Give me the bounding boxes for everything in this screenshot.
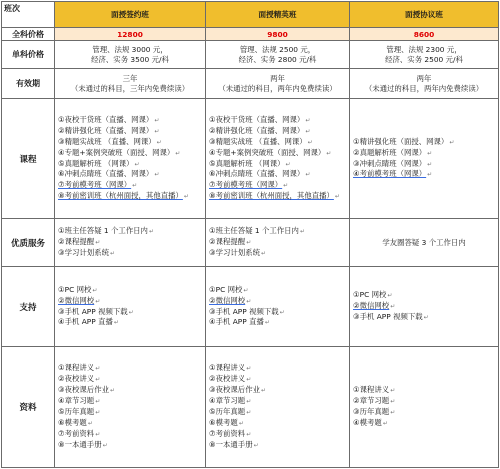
list-item [209, 126, 347, 137]
corner-label: 班次 [2, 2, 55, 28]
list-item [58, 248, 203, 259]
list-item-text: ③精题实战班 （直播、网课） [209, 136, 307, 146]
single-price-elite-line1: 管理、法规 2500 元， [239, 44, 316, 54]
list-item [353, 407, 496, 418]
list-item [209, 307, 347, 318]
single-price-row [2, 41, 499, 69]
list-item [209, 418, 347, 429]
list-item [209, 248, 347, 259]
list-item-text: ②精讲强化班（直播、网课） [58, 125, 154, 135]
single-price-label: 单科价格 [2, 41, 55, 69]
full-price-row [2, 28, 499, 41]
return-arrow-icon: ↵ [246, 430, 252, 438]
materials-label: 资料 [2, 347, 55, 468]
list-item [209, 180, 347, 191]
single-price-signed-line1: 管理、法规 3000 元， [92, 44, 168, 54]
return-arrow-icon: ↵ [87, 419, 93, 427]
single-price-signed-line2: 经济、实务 3500 元/科 [91, 54, 169, 64]
list-item [58, 126, 203, 137]
list-item-text: ①课程讲义 [353, 385, 390, 395]
list-item-text: ②章节习题 [353, 396, 390, 406]
list-item [353, 169, 496, 180]
return-arrow-icon: ↵ [156, 138, 162, 146]
list-item [209, 317, 347, 328]
list-item [58, 429, 203, 440]
return-arrow-icon: ↵ [246, 297, 252, 305]
list-item-text: ②课程提醒 [58, 237, 95, 247]
service-row [2, 219, 499, 267]
single-price-agreement-line2: 经济、实务 2500 元/科 [385, 54, 463, 64]
list-item [353, 418, 496, 429]
list-item [209, 137, 347, 148]
validity-agreement [350, 69, 499, 99]
list-item-text: ④手机 APP 直播 [209, 317, 264, 327]
validity-agreement-term: 两年 [416, 73, 432, 83]
return-arrow-icon: ↵ [305, 116, 311, 124]
single-price-agreement-line1: 管理、法规 2300 元， [386, 44, 462, 54]
list-item [353, 385, 496, 396]
list-item-text: ①精讲强化班（面授、网课） [353, 136, 449, 146]
list-item-text: ②微信网校 [209, 295, 246, 305]
list-item [209, 296, 347, 307]
list-item-text: ①PC 网校 [209, 284, 243, 294]
support-row [2, 267, 499, 347]
full-price-signed: 12800 [55, 28, 206, 41]
list-item-text: ⑤真题解析班 （网课） [209, 158, 285, 168]
validity-agreement-note: （未通过的科目，两年内免费续读） [364, 83, 484, 93]
list-item-text: ③精题实战班 （直播、网课） [58, 136, 156, 146]
full-price-label: 全科价格 [2, 28, 55, 41]
list-item-text: ④章节习题 [209, 396, 246, 406]
support-label: 支持 [2, 267, 55, 347]
list-item-text: ⑥模考题 [58, 417, 87, 427]
list-item-text: ④手机 APP 直播 [58, 317, 113, 327]
validity-signed-term: 三年 [122, 73, 138, 83]
return-arrow-icon: ↵ [427, 149, 433, 157]
return-arrow-icon: ↵ [95, 365, 101, 373]
list-item [58, 115, 203, 126]
return-arrow-icon: ↵ [264, 319, 270, 327]
return-arrow-icon: ↵ [132, 182, 138, 190]
return-arrow-icon: ↵ [390, 398, 396, 406]
return-arrow-icon: ↵ [326, 149, 332, 157]
return-arrow-icon: ↵ [427, 171, 433, 179]
list-item [353, 159, 496, 170]
courses-label: 课程 [2, 99, 55, 219]
single-price-elite-line2: 经济、实务 2800 元/科 [238, 54, 317, 64]
list-item-text: ⑦考前模考班（网课） [209, 180, 283, 190]
return-arrow-icon: ↵ [243, 286, 249, 294]
return-arrow-icon: ↵ [95, 239, 101, 247]
return-arrow-icon: ↵ [95, 430, 101, 438]
return-arrow-icon: ↵ [260, 387, 267, 395]
return-arrow-icon: ↵ [260, 249, 267, 257]
list-item [209, 440, 347, 451]
list-item [209, 407, 347, 418]
list-item [209, 159, 347, 170]
list-item [209, 237, 347, 248]
return-arrow-icon: ↵ [253, 441, 259, 449]
materials-elite [206, 347, 350, 468]
list-item [58, 159, 203, 170]
list-item-text: ④考前模考班（网课） [353, 169, 427, 179]
return-arrow-icon: ↵ [285, 160, 291, 168]
list-item-text: ①班主任答疑 1 个工作日内 [209, 226, 299, 236]
service-agreement: 学友圈答疑 3 个工作日内 [350, 219, 499, 267]
list-item [58, 317, 203, 328]
return-arrow-icon: ↵ [95, 398, 101, 406]
return-arrow-icon: ↵ [175, 149, 181, 157]
list-item [58, 374, 203, 385]
list-item-text: ②课程提醒 [209, 237, 246, 247]
list-item-text: ⑦考前模考班（网课） [58, 180, 132, 190]
return-arrow-icon: ↵ [246, 398, 252, 406]
column-header-agreement: 面授协议班 [350, 2, 499, 28]
list-item-text: ③手机 APP 视频下载 [58, 306, 128, 316]
list-item [209, 226, 347, 237]
return-arrow-icon: ↵ [449, 138, 455, 146]
list-item [209, 396, 347, 407]
return-arrow-icon: ↵ [128, 308, 134, 316]
return-arrow-icon: ↵ [92, 286, 98, 294]
validity-signed-note: （未通过的科目，三年内免费续读） [70, 83, 190, 93]
list-item-text: ⑦考前资料 [58, 428, 95, 438]
list-item-text: ②精讲强化班（直播、网课） [209, 125, 305, 135]
return-arrow-icon: ↵ [307, 138, 313, 146]
full-price-elite: 9800 [206, 28, 350, 41]
courses-elite [206, 99, 350, 219]
return-arrow-icon: ↵ [334, 193, 340, 201]
list-item [209, 374, 347, 385]
return-arrow-icon: ↵ [154, 116, 160, 124]
list-item-text: ②微信网校 [58, 295, 95, 305]
list-item-text: ③历年真题 [353, 407, 390, 416]
list-item-text: ③学习计划系统 [209, 247, 260, 257]
return-arrow-icon: ↵ [390, 409, 396, 416]
list-item-text: ⑥冲刺点睛班（直播、网课） [209, 169, 305, 179]
list-item-text: ⑥冲刺点睛班（直播、网课） [58, 169, 154, 179]
list-item [58, 169, 203, 180]
validity-label: 有效期 [2, 69, 55, 99]
list-item-text: ③夜校课后作业 [58, 385, 109, 395]
list-item-text: ③夜校课后作业 [209, 385, 260, 395]
return-arrow-icon: ↵ [238, 419, 244, 427]
list-item-text: ④模考题 [353, 417, 382, 427]
return-arrow-icon: ↵ [423, 313, 429, 321]
header-row [2, 2, 499, 28]
return-arrow-icon: ↵ [134, 160, 140, 168]
list-item-text: ③学习计划系统 [58, 247, 109, 257]
materials-agreement [350, 347, 499, 468]
materials-row [2, 347, 499, 468]
return-arrow-icon: ↵ [305, 171, 311, 179]
return-arrow-icon: ↵ [427, 160, 433, 168]
return-arrow-icon: ↵ [113, 319, 119, 327]
list-item [58, 385, 203, 396]
return-arrow-icon: ↵ [102, 441, 108, 449]
return-arrow-icon: ↵ [305, 127, 311, 135]
list-item-text: ③手机 APP 视频下载 [353, 311, 423, 321]
return-arrow-icon: ↵ [109, 249, 116, 257]
list-item [209, 285, 347, 296]
list-item [209, 363, 347, 374]
list-item-text: ⑧考前密训班（杭州面授，其他直播） [58, 191, 183, 201]
list-item [58, 180, 203, 191]
return-arrow-icon: ↵ [154, 127, 160, 135]
list-item [58, 440, 203, 451]
return-arrow-icon: ↵ [387, 292, 393, 300]
list-item [58, 148, 203, 159]
list-item [353, 148, 496, 159]
list-item-text: ⑤历年真题 [209, 407, 246, 416]
list-item [209, 148, 347, 159]
return-arrow-icon: ↵ [148, 228, 154, 236]
list-item [209, 385, 347, 396]
list-item [58, 363, 203, 374]
list-item [58, 237, 203, 248]
list-item-text: ⑤历年真题 [58, 407, 95, 416]
list-item-text: ②夜校讲义 [209, 374, 246, 384]
return-arrow-icon: ↵ [95, 376, 101, 384]
validity-elite-note: （未通过的科目，两年内免费续读） [218, 83, 337, 93]
return-arrow-icon: ↵ [299, 228, 305, 236]
full-price-agreement: 8600 [350, 28, 499, 41]
return-arrow-icon: ↵ [183, 193, 189, 201]
return-arrow-icon: ↵ [246, 409, 252, 416]
return-arrow-icon: ↵ [95, 409, 101, 416]
list-item-text: ⑥模考题 [209, 417, 238, 427]
courses-row [2, 99, 499, 219]
list-item [58, 285, 203, 296]
list-item [58, 191, 203, 202]
support-agreement [350, 267, 499, 347]
list-item [209, 191, 347, 202]
return-arrow-icon: ↵ [95, 297, 101, 305]
list-item [353, 137, 496, 148]
return-arrow-icon: ↵ [246, 376, 252, 384]
materials-signed [55, 347, 206, 468]
list-item [58, 296, 203, 307]
list-item [58, 307, 203, 318]
column-header-signed: 面授签约班 [55, 2, 206, 28]
list-item-text: ①课程讲义 [58, 363, 95, 373]
single-price-agreement [350, 41, 499, 69]
return-arrow-icon: ↵ [246, 239, 252, 247]
list-item [58, 137, 203, 148]
list-item-text: ④专题+案例突破班（面授、网课） [58, 147, 175, 157]
list-item-text: ⑤真题解析班 （网课） [58, 158, 134, 168]
single-price-elite [206, 41, 350, 69]
list-item-text: ⑧一本通手册 [58, 439, 102, 449]
list-item [58, 396, 203, 407]
list-item [58, 418, 203, 429]
list-item [353, 396, 496, 407]
validity-elite [206, 69, 350, 99]
list-item-text: ①课程讲义 [209, 363, 246, 373]
class-comparison-table [1, 1, 499, 468]
validity-elite-term: 两年 [270, 73, 285, 83]
courses-agreement [350, 99, 499, 219]
list-item-text: ③冲刺点睛班（网课） [353, 158, 427, 168]
list-item-text: ①夜校干货班（直播、网课） [58, 114, 154, 124]
list-item-text: ④专题+案例突破班（面授、网课） [209, 147, 326, 157]
list-item [209, 115, 347, 126]
list-item-text: ④章节习题 [58, 396, 95, 406]
single-price-signed [55, 41, 206, 69]
list-item-text: ②真题解析班（网课） [353, 147, 427, 157]
list-item [353, 290, 496, 301]
list-item-text: ③手机 APP 视频下载 [209, 306, 279, 316]
list-item-text: ②夜校讲义 [58, 374, 95, 384]
list-item-text: ①班主任答疑 1 个工作日内 [58, 226, 148, 236]
list-item-text: ①PC 网校 [353, 290, 387, 300]
list-item-text: ⑧一本通手册 [209, 439, 253, 449]
list-item [353, 301, 496, 312]
service-elite [206, 219, 350, 267]
list-item [353, 312, 496, 323]
list-item-text: ②微信网校 [353, 301, 390, 311]
validity-row [2, 69, 499, 99]
list-item-text: ⑧考前密训班（杭州面授，其他直播） [209, 191, 334, 201]
return-arrow-icon: ↵ [390, 303, 396, 311]
support-elite [206, 267, 350, 347]
list-item-text: ⑦考前资料 [209, 428, 246, 438]
return-arrow-icon: ↵ [154, 171, 160, 179]
support-signed [55, 267, 206, 347]
list-item [58, 407, 203, 418]
list-item [209, 169, 347, 180]
return-arrow-icon: ↵ [246, 365, 252, 373]
return-arrow-icon: ↵ [279, 308, 285, 316]
list-item [209, 429, 347, 440]
column-header-elite: 面授精英班 [206, 2, 350, 28]
list-item-text: ①夜校干货班（直播、网课） [209, 114, 305, 124]
validity-signed [55, 69, 206, 99]
list-item [58, 226, 203, 237]
service-label: 优质服务 [2, 219, 55, 267]
return-arrow-icon: ↵ [382, 419, 388, 427]
list-item-text: ①PC 网校 [58, 284, 92, 294]
return-arrow-icon: ↵ [283, 182, 289, 190]
service-signed [55, 219, 206, 267]
courses-signed [55, 99, 206, 219]
return-arrow-icon: ↵ [390, 387, 396, 395]
return-arrow-icon: ↵ [109, 387, 116, 395]
